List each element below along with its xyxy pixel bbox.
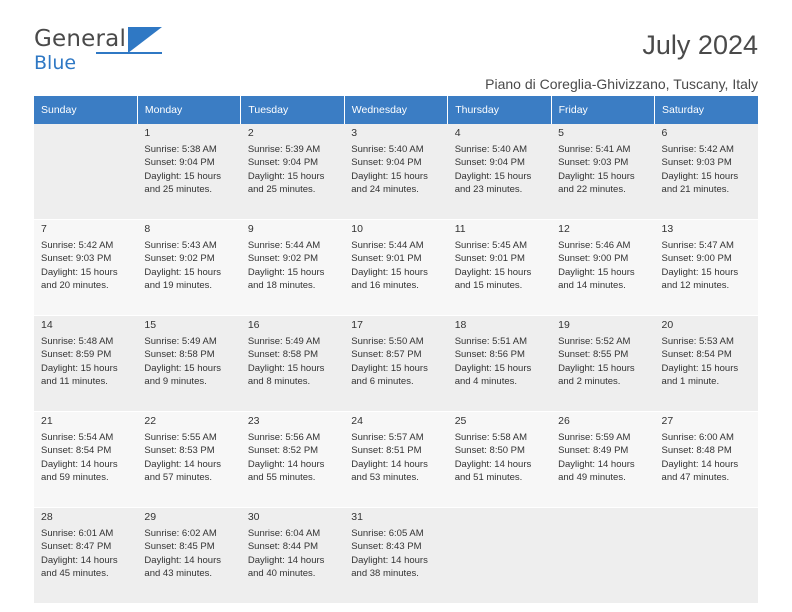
day-info-line: Sunset: 8:44 PM: [247, 541, 319, 553]
day-sun-info: [144, 527, 234, 581]
day-sun-info: [351, 335, 441, 389]
calendar-day-cell[interactable]: [34, 508, 137, 604]
day-info-line: Daylight: 15 hours: [247, 170, 325, 182]
day-info-line: and 57 minutes.: [144, 472, 213, 484]
day-info-line: Daylight: 14 hours: [144, 554, 221, 566]
day-info-line: and 43 minutes.: [144, 568, 213, 580]
calendar-day-cell[interactable]: [344, 412, 447, 508]
day-info-line: Daylight: 14 hours: [454, 458, 532, 470]
day-info-line: and 53 minutes.: [351, 472, 419, 484]
calendar-day-cell[interactable]: [137, 412, 240, 508]
day-info-line: Sunset: 9:04 PM: [144, 157, 215, 169]
day-number: 24: [351, 415, 363, 427]
day-number: 4: [454, 127, 461, 139]
day-info-line: Daylight: 15 hours: [661, 362, 739, 374]
day-sun-info: [455, 143, 545, 197]
day-info-line: Sunrise: 5:42 AM: [41, 239, 114, 251]
day-info-line: and 12 minutes.: [661, 280, 730, 292]
day-info-line: Sunset: 9:03 PM: [41, 253, 112, 265]
page-subtitle: Piano di Coreglia-Ghivizzano, Tuscany, Italy: [485, 76, 758, 92]
calendar-week-row: [34, 412, 758, 508]
day-info-line: and 19 minutes.: [144, 280, 213, 292]
weekday-header-thursday: Thursday: [448, 96, 551, 124]
day-number: 21: [41, 415, 53, 427]
logo-underline: [96, 52, 162, 54]
day-info-line: Daylight: 15 hours: [351, 362, 428, 374]
day-number: 14: [41, 319, 53, 331]
day-info-line: Sunrise: 5:56 AM: [247, 431, 321, 443]
day-info-line: Sunset: 8:52 PM: [247, 445, 319, 457]
day-number: 16: [247, 319, 260, 331]
day-number: 20: [661, 319, 674, 331]
day-info-line: Sunrise: 6:05 AM: [351, 527, 424, 539]
calendar-day-cell[interactable]: [551, 316, 654, 412]
day-info-line: and 20 minutes.: [41, 280, 109, 292]
calendar-day-cell[interactable]: [448, 124, 551, 220]
day-info-line: Sunrise: 5:43 AM: [144, 239, 217, 251]
day-sun-info: [351, 239, 441, 293]
day-sun-info: [351, 143, 441, 197]
calendar-day-cell[interactable]: [241, 508, 344, 604]
day-info-line: and 9 minutes.: [144, 376, 207, 388]
calendar-day-cell[interactable]: [241, 316, 344, 412]
day-number: 19: [558, 319, 570, 331]
day-sun-info: [144, 335, 234, 389]
day-sun-info: [662, 239, 752, 293]
day-info-line: Sunrise: 6:02 AM: [144, 527, 217, 539]
calendar-day-cell[interactable]: [137, 220, 240, 316]
day-info-line: Daylight: 14 hours: [247, 554, 325, 566]
day-number: 15: [144, 319, 157, 331]
day-info-line: and 47 minutes.: [661, 472, 730, 484]
day-info-line: Sunset: 8:51 PM: [351, 445, 422, 457]
day-sun-info: [41, 527, 131, 581]
day-info-line: Sunrise: 5:59 AM: [558, 431, 631, 443]
calendar-day-cell[interactable]: [241, 412, 344, 508]
day-info-line: Daylight: 15 hours: [41, 266, 118, 278]
day-info-line: Sunset: 8:53 PM: [144, 445, 215, 457]
day-info-line: Sunset: 9:03 PM: [558, 157, 629, 169]
day-sun-info: [41, 431, 131, 485]
day-sun-info: [41, 239, 131, 293]
day-sun-info: [41, 335, 131, 389]
day-info-line: Daylight: 14 hours: [144, 458, 221, 470]
day-info-line: and 25 minutes.: [144, 184, 213, 196]
day-number: 18: [454, 319, 467, 331]
calendar-day-cell[interactable]: [448, 220, 551, 316]
weekday-header-friday: Friday: [551, 96, 654, 124]
day-number: 6: [661, 127, 668, 139]
calendar-empty-cell: [551, 508, 654, 604]
day-info-line: Sunrise: 5:52 AM: [558, 335, 631, 347]
calendar-day-cell[interactable]: [344, 220, 447, 316]
day-info-line: Daylight: 14 hours: [558, 458, 635, 470]
day-info-line: Daylight: 15 hours: [454, 170, 532, 182]
day-info-line: Daylight: 15 hours: [144, 266, 221, 278]
weekday-header-wednesday: Wednesday: [344, 96, 447, 124]
logo-text-blue: Blue: [34, 52, 77, 74]
day-info-line: Sunrise: 5:47 AM: [661, 239, 734, 251]
day-info-line: Sunset: 8:43 PM: [351, 541, 422, 553]
day-info-line: Daylight: 15 hours: [144, 362, 221, 374]
day-info-line: and 51 minutes.: [454, 472, 523, 484]
day-info-line: Daylight: 14 hours: [41, 554, 118, 566]
day-info-line: Sunset: 9:02 PM: [247, 253, 319, 265]
calendar-week-row: [34, 316, 758, 412]
day-info-line: and 1 minute.: [661, 376, 720, 388]
day-sun-info: [662, 335, 752, 389]
day-info-line: Sunrise: 5:40 AM: [351, 143, 424, 155]
day-info-line: and 4 minutes.: [454, 376, 518, 388]
day-info-line: and 55 minutes.: [247, 472, 316, 484]
day-sun-info: [455, 431, 545, 485]
day-info-line: Sunset: 8:45 PM: [144, 541, 215, 553]
day-info-line: Sunset: 9:01 PM: [351, 253, 422, 265]
day-info-line: and 6 minutes.: [351, 376, 414, 388]
day-info-line: Daylight: 14 hours: [351, 554, 428, 566]
day-info-line: Sunset: 8:58 PM: [144, 349, 215, 361]
calendar-day-cell[interactable]: [551, 412, 654, 508]
day-info-line: Daylight: 15 hours: [661, 170, 739, 182]
day-number: 11: [454, 223, 466, 235]
calendar-day-cell[interactable]: [655, 124, 758, 220]
day-sun-info: [248, 143, 338, 197]
calendar-day-cell[interactable]: [137, 316, 240, 412]
day-number: 23: [247, 415, 260, 427]
calendar-day-cell[interactable]: [137, 124, 240, 220]
day-info-line: Sunrise: 5:41 AM: [558, 143, 631, 155]
calendar-empty-cell: [655, 508, 758, 604]
day-info-line: Daylight: 15 hours: [351, 170, 428, 182]
day-info-line: Sunset: 9:03 PM: [661, 157, 732, 169]
day-info-line: Sunrise: 5:38 AM: [144, 143, 217, 155]
day-sun-info: [558, 335, 648, 389]
day-info-line: and 40 minutes.: [247, 568, 316, 580]
logo: [34, 27, 224, 79]
day-info-line: Daylight: 15 hours: [144, 170, 221, 182]
page-header: [34, 0, 758, 96]
day-info-line: Sunset: 9:04 PM: [247, 157, 319, 169]
day-sun-info: [144, 239, 234, 293]
day-number: 10: [351, 223, 363, 235]
day-sun-info: [144, 143, 234, 197]
day-info-line: and 25 minutes.: [247, 184, 316, 196]
weekday-header-sunday: Sunday: [34, 96, 137, 124]
day-info-line: Sunrise: 5:44 AM: [351, 239, 424, 251]
day-info-line: Sunrise: 6:04 AM: [247, 527, 321, 539]
day-info-line: and 21 minutes.: [661, 184, 730, 196]
calendar-body: [34, 124, 758, 604]
calendar-day-cell[interactable]: [241, 220, 344, 316]
calendar-day-cell[interactable]: [344, 124, 447, 220]
day-info-line: Sunset: 8:54 PM: [41, 445, 112, 457]
day-info-line: Daylight: 15 hours: [454, 362, 532, 374]
day-info-line: Sunrise: 5:55 AM: [144, 431, 217, 443]
day-sun-info: [455, 335, 545, 389]
day-info-line: Sunset: 9:00 PM: [661, 253, 732, 265]
day-info-line: Sunrise: 5:50 AM: [351, 335, 424, 347]
day-info-line: Daylight: 15 hours: [558, 362, 635, 374]
calendar-day-cell[interactable]: [241, 124, 344, 220]
day-number: 31: [351, 511, 363, 523]
day-info-line: Sunrise: 5:42 AM: [661, 143, 734, 155]
day-info-line: Sunrise: 5:53 AM: [661, 335, 734, 347]
day-info-line: Sunset: 8:49 PM: [558, 445, 629, 457]
day-info-line: Sunrise: 5:39 AM: [247, 143, 321, 155]
day-info-line: Daylight: 14 hours: [247, 458, 325, 470]
logo-text-general: General: [34, 26, 127, 52]
day-info-line: Sunset: 8:55 PM: [558, 349, 629, 361]
day-number: 17: [351, 319, 363, 331]
calendar-day-cell[interactable]: [448, 412, 551, 508]
calendar-day-cell[interactable]: [34, 220, 137, 316]
day-sun-info: [558, 143, 648, 197]
calendar-day-cell[interactable]: [34, 316, 137, 412]
calendar-table: [34, 96, 758, 604]
calendar-week-row: [34, 508, 758, 604]
weekday-header-row: [34, 96, 758, 124]
day-info-line: and 2 minutes.: [558, 376, 621, 388]
day-number: 3: [351, 127, 358, 139]
day-info-line: Sunrise: 5:57 AM: [351, 431, 424, 443]
day-info-line: Sunset: 8:50 PM: [454, 445, 525, 457]
day-info-line: Daylight: 15 hours: [41, 362, 118, 374]
day-info-line: and 45 minutes.: [41, 568, 109, 580]
day-info-line: Sunset: 8:57 PM: [351, 349, 422, 361]
logo-flag-icon: [128, 27, 162, 53]
day-number: 26: [558, 415, 570, 427]
day-info-line: and 23 minutes.: [454, 184, 523, 196]
day-number: 8: [144, 223, 151, 235]
day-number: 1: [144, 127, 151, 139]
day-info-line: Sunrise: 5:58 AM: [454, 431, 528, 443]
day-info-line: Sunrise: 5:40 AM: [454, 143, 528, 155]
day-info-line: Daylight: 14 hours: [661, 458, 739, 470]
day-sun-info: [558, 239, 648, 293]
day-info-line: Sunrise: 6:01 AM: [41, 527, 114, 539]
day-info-line: and 22 minutes.: [558, 184, 626, 196]
calendar-day-cell[interactable]: [655, 316, 758, 412]
day-info-line: Sunrise: 5:44 AM: [247, 239, 321, 251]
weekday-header-tuesday: Tuesday: [241, 96, 344, 124]
calendar-day-cell[interactable]: [551, 220, 654, 316]
weekday-header-saturday: Saturday: [655, 96, 758, 124]
calendar-week-row: [34, 220, 758, 316]
day-info-line: Daylight: 14 hours: [351, 458, 428, 470]
day-info-line: and 15 minutes.: [454, 280, 523, 292]
day-number: 30: [247, 511, 260, 523]
day-info-line: and 59 minutes.: [41, 472, 109, 484]
day-info-line: Sunset: 8:54 PM: [661, 349, 732, 361]
day-info-line: Daylight: 15 hours: [247, 266, 325, 278]
day-number: 28: [41, 511, 53, 523]
day-sun-info: [662, 143, 752, 197]
day-number: 5: [558, 127, 564, 139]
day-sun-info: [351, 527, 441, 581]
day-info-line: Sunrise: 6:00 AM: [661, 431, 734, 443]
day-info-line: Sunset: 8:58 PM: [247, 349, 319, 361]
day-info-line: and 49 minutes.: [558, 472, 626, 484]
day-info-line: Daylight: 15 hours: [247, 362, 325, 374]
day-info-line: Sunset: 9:02 PM: [144, 253, 215, 265]
day-info-line: Sunset: 8:56 PM: [454, 349, 525, 361]
day-info-line: Sunset: 9:04 PM: [351, 157, 422, 169]
calendar-day-cell[interactable]: [551, 124, 654, 220]
day-number: 22: [144, 415, 157, 427]
day-info-line: and 14 minutes.: [558, 280, 626, 292]
day-sun-info: [662, 431, 752, 485]
day-info-line: Daylight: 15 hours: [661, 266, 739, 278]
day-info-line: Daylight: 14 hours: [41, 458, 118, 470]
day-sun-info: [248, 527, 338, 581]
day-info-line: Daylight: 15 hours: [454, 266, 532, 278]
day-info-line: Sunrise: 5:49 AM: [247, 335, 321, 347]
calendar-week-row: [34, 124, 758, 220]
day-info-line: Sunset: 9:01 PM: [454, 253, 525, 265]
day-info-line: Daylight: 15 hours: [351, 266, 428, 278]
day-sun-info: [248, 239, 338, 293]
day-info-line: Sunset: 8:47 PM: [41, 541, 112, 553]
day-sun-info: [248, 431, 338, 485]
day-info-line: Sunrise: 5:46 AM: [558, 239, 631, 251]
day-sun-info: [248, 335, 338, 389]
weekday-header-monday: Monday: [137, 96, 240, 124]
day-number: 9: [247, 223, 254, 235]
day-sun-info: [351, 431, 441, 485]
calendar-day-cell[interactable]: [655, 412, 758, 508]
day-info-line: Daylight: 15 hours: [558, 266, 635, 278]
day-number: 25: [454, 415, 467, 427]
day-info-line: Sunrise: 5:48 AM: [41, 335, 114, 347]
day-info-line: Sunset: 8:48 PM: [661, 445, 732, 457]
day-info-line: Daylight: 15 hours: [558, 170, 635, 182]
day-info-line: Sunrise: 5:49 AM: [144, 335, 217, 347]
calendar-empty-cell: [448, 508, 551, 604]
day-info-line: and 16 minutes.: [351, 280, 419, 292]
day-info-line: Sunrise: 5:45 AM: [454, 239, 528, 251]
calendar-day-cell[interactable]: [344, 316, 447, 412]
calendar-empty-cell: [34, 124, 137, 220]
calendar-day-cell[interactable]: [448, 316, 551, 412]
day-number: 7: [41, 223, 47, 235]
day-sun-info: [455, 239, 545, 293]
day-number: 13: [661, 223, 674, 235]
day-info-line: and 11 minutes.: [41, 376, 108, 388]
day-info-line: Sunrise: 5:51 AM: [454, 335, 528, 347]
day-info-line: and 38 minutes.: [351, 568, 419, 580]
page-title: July 2024: [642, 30, 758, 60]
day-number: 27: [661, 415, 674, 427]
calendar-day-cell[interactable]: [655, 220, 758, 316]
day-info-line: and 24 minutes.: [351, 184, 419, 196]
day-info-line: Sunrise: 5:54 AM: [41, 431, 114, 443]
day-sun-info: [558, 431, 648, 485]
calendar-day-cell[interactable]: [344, 508, 447, 604]
day-info-line: and 18 minutes.: [247, 280, 316, 292]
day-number: 29: [144, 511, 157, 523]
day-sun-info: [144, 431, 234, 485]
day-info-line: and 8 minutes.: [247, 376, 311, 388]
day-number: 2: [247, 127, 254, 139]
day-info-line: Sunset: 9:00 PM: [558, 253, 629, 265]
day-info-line: Sunset: 9:04 PM: [454, 157, 525, 169]
day-number: 12: [558, 223, 570, 235]
calendar-day-cell[interactable]: [137, 508, 240, 604]
day-info-line: Sunset: 8:59 PM: [41, 349, 112, 361]
calendar-day-cell[interactable]: [34, 412, 137, 508]
